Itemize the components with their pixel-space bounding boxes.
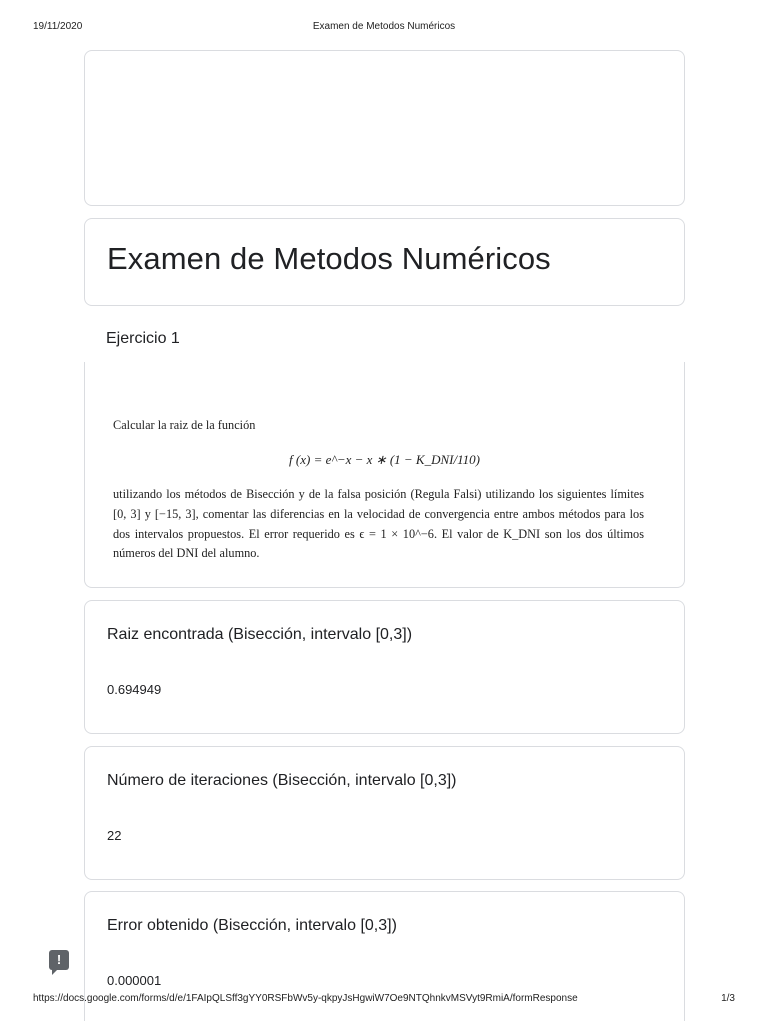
feedback-icon[interactable]: ! bbox=[49, 950, 69, 970]
question-title: Error obtenido (Bisección, intervalo [0,3]) bbox=[107, 917, 397, 934]
form-banner bbox=[84, 50, 685, 206]
print-footer bbox=[0, 993, 768, 1005]
description-intro: Calcular la raiz de la función bbox=[113, 418, 256, 432]
section-description bbox=[84, 362, 685, 588]
description-paragraph: utilizando los métodos de Bisección y de la falsa posición (Regula Falsi) utilizando los siguientes límites [0, 3] y [−15, 3], comentar las diferencias en la velocidad de convergencia entre ambos métodos para los dos intervalos propuestos. El error requerido es ϵ = 1 × 10^−6. El valor de K_DNI son los dos últimos números del DNI del alumno. bbox=[113, 487, 644, 561]
description-formula: f (x) = e^−x − x ∗ (1 − K_DNI/110) bbox=[289, 452, 480, 467]
form-title: Examen de Metodos Numéricos bbox=[107, 241, 551, 276]
print-date: 19/11/2020 bbox=[33, 21, 83, 32]
question-card bbox=[84, 746, 685, 880]
print-header bbox=[0, 21, 768, 33]
question-answer: 0.694949 bbox=[107, 682, 162, 697]
question-card bbox=[84, 600, 685, 734]
print-url: https://docs.google.com/forms/d/e/1FAIpQLSff3gYY0RSFbWv5y-qkpyJsHgwiW7Oe9NTQhnkvMSVyt9RmiA/formResponse bbox=[33, 993, 578, 1004]
section-title: Ejercicio 1 bbox=[106, 330, 180, 347]
question-title: Raiz encontrada (Bisección, intervalo [0,3]) bbox=[107, 626, 413, 643]
print-title: Examen de Metodos Numéricos bbox=[312, 21, 456, 32]
question-answer: 22 bbox=[107, 828, 122, 843]
question-title: Número de iteraciones (Bisección, intervalo [0,3]) bbox=[107, 772, 457, 789]
question-answer: 0.000001 bbox=[107, 973, 162, 988]
form-title-card bbox=[84, 218, 685, 306]
print-page-number: 1/3 bbox=[721, 993, 735, 1004]
